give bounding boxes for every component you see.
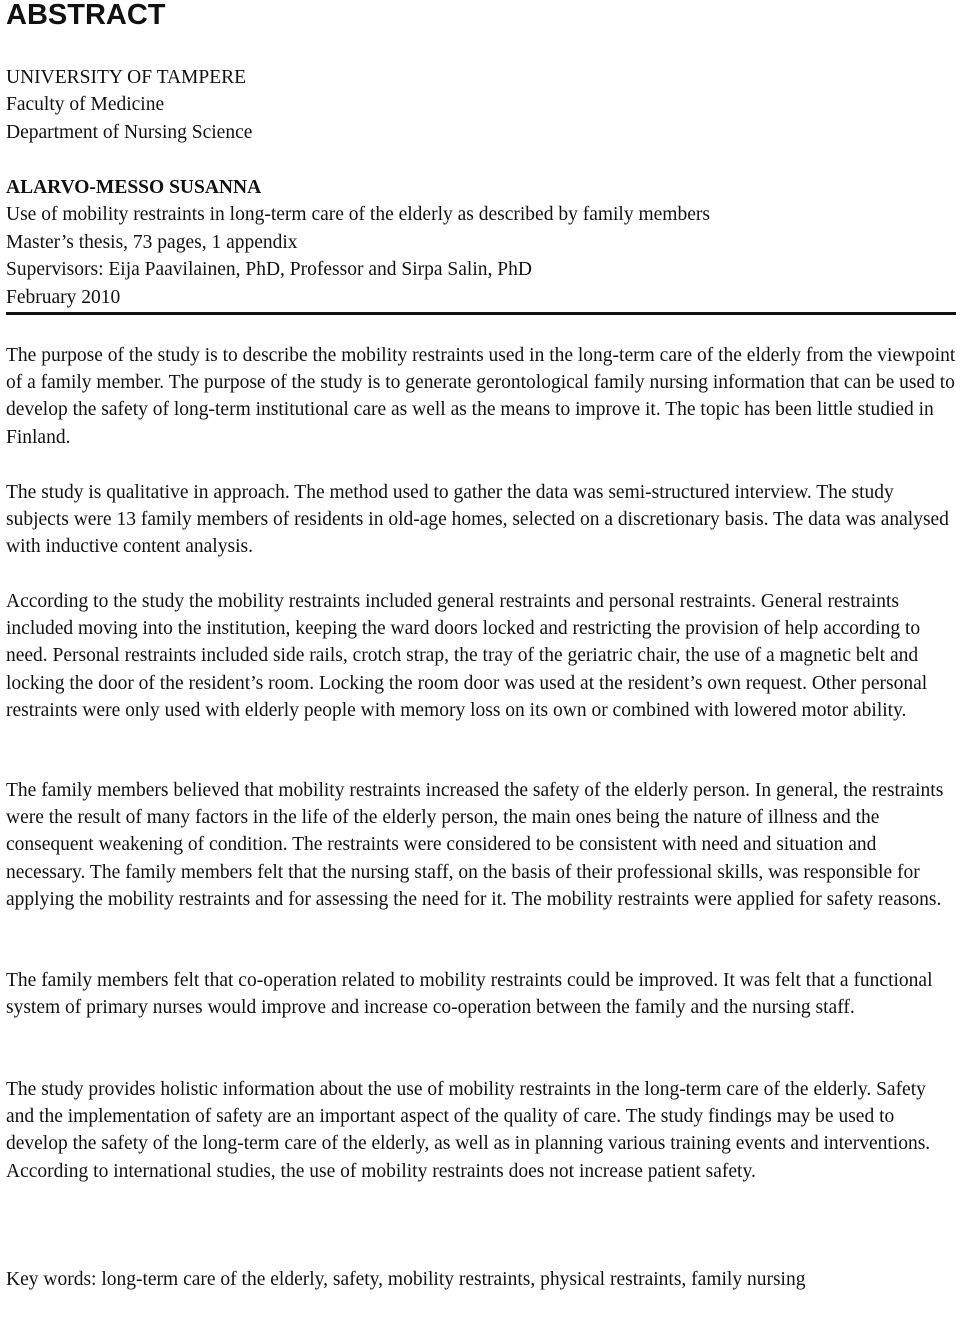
- abstract-paragraph-cooperation: The family members felt that co-operation related to mobility restraints could be improved. It was felt that a functional system of primary nurses would improve and increase co-operation between the family and the nursing staff.: [6, 970, 933, 1019]
- abstract-paragraph-safety: The family members believed that mobility restraints increased the safety of the elderly person. In general, the restraints were the result of many factors in the life of the elderly person, the main ones being the nature of illness and the consequent weakening of condition. The restraints were considered to be consistent with need and situation and necessary. The family members felt that the nursing staff, on the basis of their professional skills, was responsible for applying the mobility restraints and for assessing the need for it. The mobility restraints were applied for safety reasons.: [6, 780, 944, 910]
- abstract-paragraph-purpose: The purpose of the study is to describe the mobility restraints used in the long-term care of the elderly from the viewpoint of a family member. The purpose of the study is to generate gerontological family nursing information that can be used to develop the safety of long-term institutional care as well as the means to improve it. The topic has been little studied in Finland.: [6, 345, 956, 448]
- keywords: Key words: long-term care of the elderly, safety, mobility restraints, physical restraints, family nursing: [6, 1269, 806, 1290]
- supervisors: Supervisors: Eija Paavilainen, PhD, Professor and Sirpa Salin, PhD: [6, 259, 532, 281]
- institution-block: [6, 64, 956, 146]
- abstract-paragraph-restraints: According to the study the mobility restraints included general restraints and personal restraints. General restraints included moving into the institution, keeping the ward doors locked and restricting the provision of help according to need. Personal restraints included side rails, crotch strap, the tray of the geriatric chair, the use of a magnetic belt and locking the door of the resident’s room. Locking the room door was used at the resident’s own request. Other personal restraints were only used with elderly people with memory loss on its own or combined with lowered motor ability.: [6, 591, 928, 721]
- divider-line: [6, 312, 956, 315]
- thesis-title: Use of mobility restraints in long-term care of the elderly as described by family members: [6, 204, 710, 226]
- thesis-info-block: [6, 174, 956, 311]
- university-name: UNIVERSITY OF TAMPERE: [6, 67, 247, 88]
- faculty-name: Faculty of Medicine: [6, 94, 165, 116]
- abstract-paragraph-conclusion: The study provides holistic information about the use of mobility restraints in the long-term care of the elderly. Safety and the implementation of safety are an important aspect of the quality of care. The study findings may be used to develop the safety of the long-term care of the elderly, as well as in planning various training events and interventions. According to international studies, the use of mobility restraints does not increase patient safety.: [6, 1079, 931, 1182]
- thesis-date: February 2010: [6, 286, 121, 308]
- department-name: Department of Nursing Science: [6, 121, 253, 143]
- page-title: ABSTRACT: [6, 0, 166, 31]
- abstract-paragraph-method: The study is qualitative in approach. The method used to gather the data was semi-structured interview. The study subjects were 13 family members of residents in old-age homes, selected on a discretionary basis. The data was analysed with inductive content analysis.: [6, 482, 949, 558]
- thesis-type-pages: Master’s thesis, 73 pages, 1 appendix: [6, 231, 298, 253]
- author-name: ALARVO-MESSO SUSANNA: [6, 177, 262, 198]
